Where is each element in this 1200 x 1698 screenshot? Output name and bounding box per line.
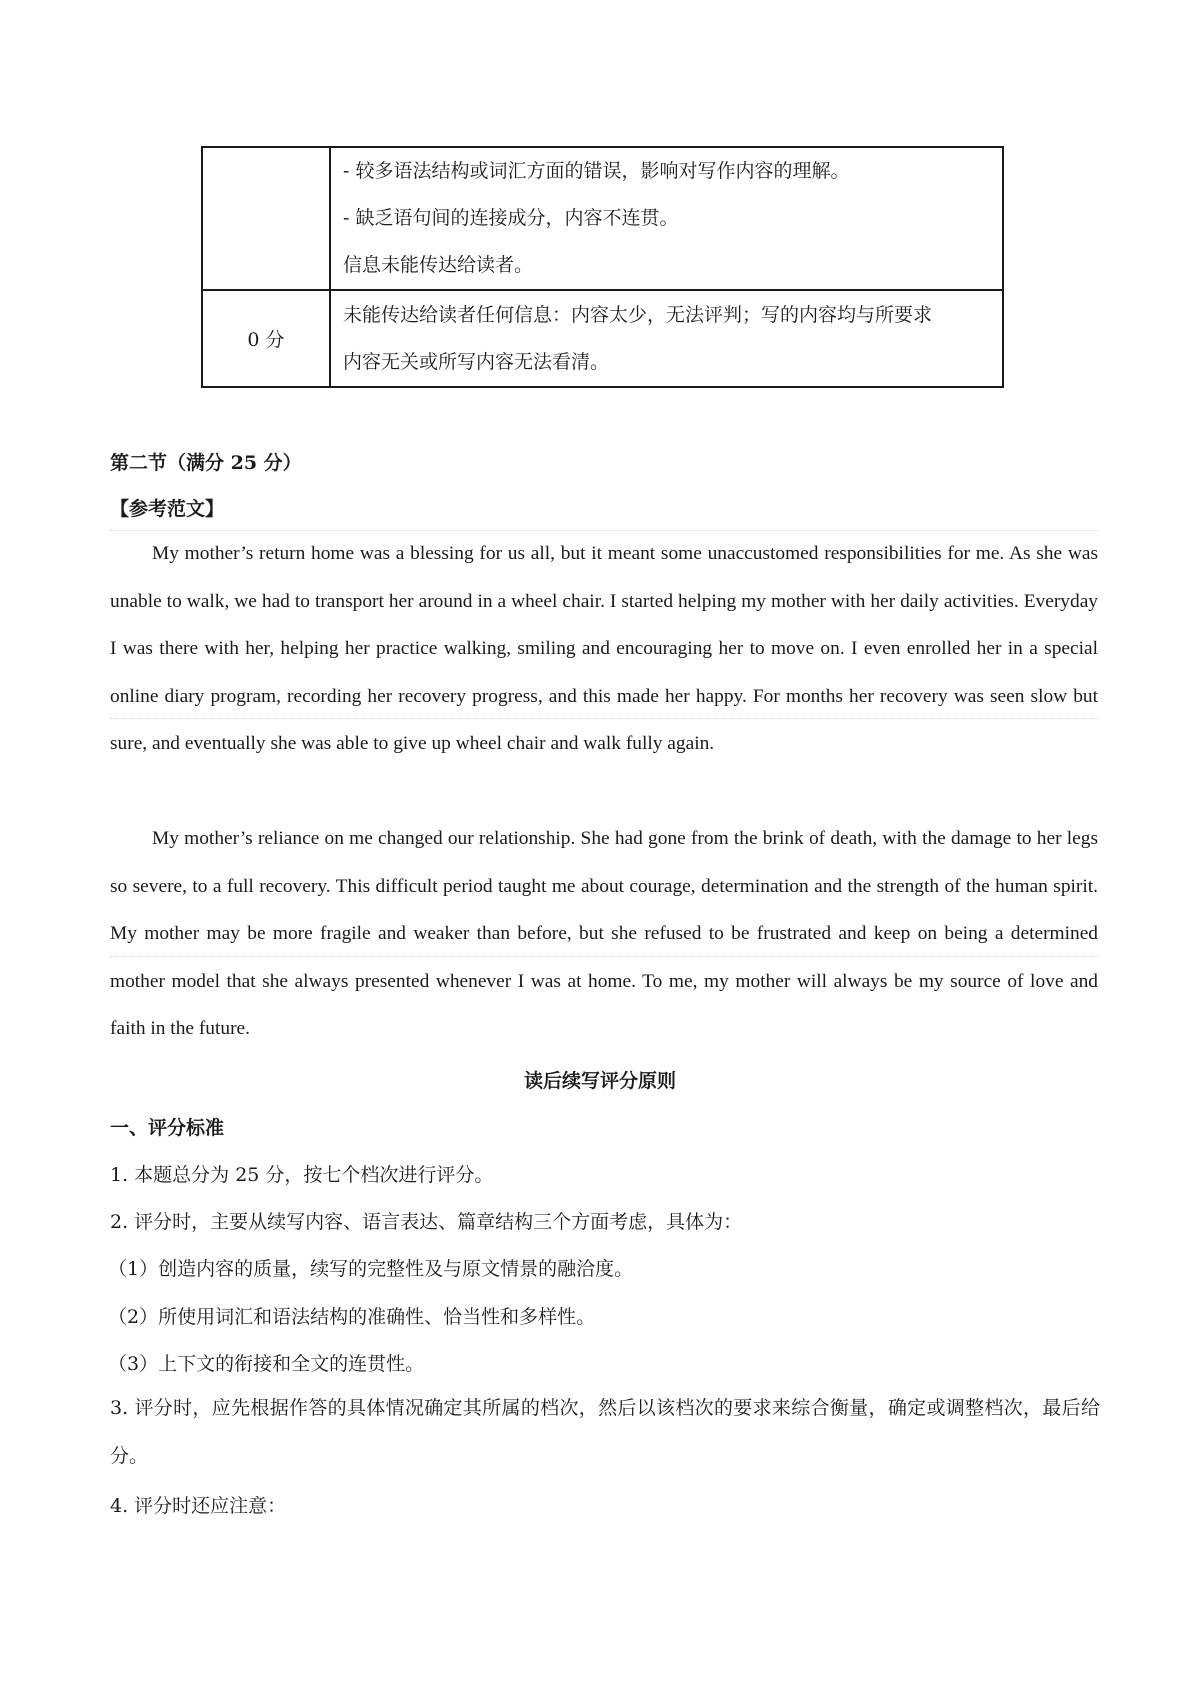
rubric-description-line: - 缺乏语句间的连接成分，内容不连贯。 <box>343 207 679 229</box>
section-title: 第二节（满分 25 分） <box>110 452 302 474</box>
scoring-heading: 一、评分标准 <box>110 1117 225 1139</box>
scoring-item: 4. 评分时还应注意： <box>110 1495 287 1517</box>
rubric-description-line: 信息未能传达给读者。 <box>343 254 534 276</box>
rubric-description-cell <box>330 147 1003 290</box>
reference-essay-label: 【参考范文】 <box>110 498 225 520</box>
scoring-item: 3. 评分时，应先根据作答的具体情况确定其所属的档次，然后以该档次的要求来综合衡量，确定或调整档次，最后给分。 <box>110 1397 1100 1467</box>
rubric-table <box>201 146 1004 388</box>
rubric-row <box>202 290 1003 387</box>
scoring-item: 1. 本题总分为 25 分，按七个档次进行评分。 <box>110 1164 494 1186</box>
rubric-score-cell <box>202 147 330 290</box>
rubric-description-line: 内容无关或所写内容无法看清。 <box>343 350 610 373</box>
scoring-item: 2. 评分时，主要从续写内容、语言表达、篇章结构三个方面考虑，具体为： <box>110 1211 743 1233</box>
scoring-principles-title: 读后续写评分原则 <box>523 1070 676 1092</box>
scoring-item: （2）所使用词汇和语法结构的准确性、恰当性和多样性。 <box>108 1306 596 1328</box>
rubric-description-cell <box>330 290 1003 387</box>
rubric-row <box>202 147 1003 290</box>
scoring-item: （1）创造内容的质量，续写的完整性及与原文情景的融洽度。 <box>108 1258 634 1280</box>
essay-paragraph: My mother’s return home was a blessing for us all, but it meant some unaccustomed responsibilities for me. As she was unable to walk, we had to transport her around in a wheel chair. I started helping my mother with her daily activities. Everyday I was there with her, helping her practice walking, smiling and encouraging her to move on. I even enrolled her in a special online diary program, recording her recovery progress, and this made her happy. For months her recovery was seen slow but sure, and eventually she was able to give up wheel chair and walk fully again. <box>110 543 1098 754</box>
essay-paragraph: My mother’s reliance on me changed our relationship. She had gone from the brink of death, with the damage to her legs so severe, to a full recovery. This difficult period taught me about courage, determination and the strength of the human spirit. My mother may be more fragile and weaker than before, but she refused to be frustrated and keep on being a determined mother model that she always presented whenever I was at home. To me, my mother will always be my source of love and faith in the future. <box>110 828 1098 1039</box>
rubric-description-line: - 较多语法结构或词汇方面的错误，影响对写作内容的理解。 <box>343 160 850 182</box>
scoring-item: （3）上下文的衔接和全文的连贯性。 <box>108 1353 425 1375</box>
rubric-score-cell: 0 分 <box>202 290 330 387</box>
rubric-description-line: 未能传达给读者任何信息：内容太少，无法评判；写的内容均与所要求 <box>343 303 933 326</box>
